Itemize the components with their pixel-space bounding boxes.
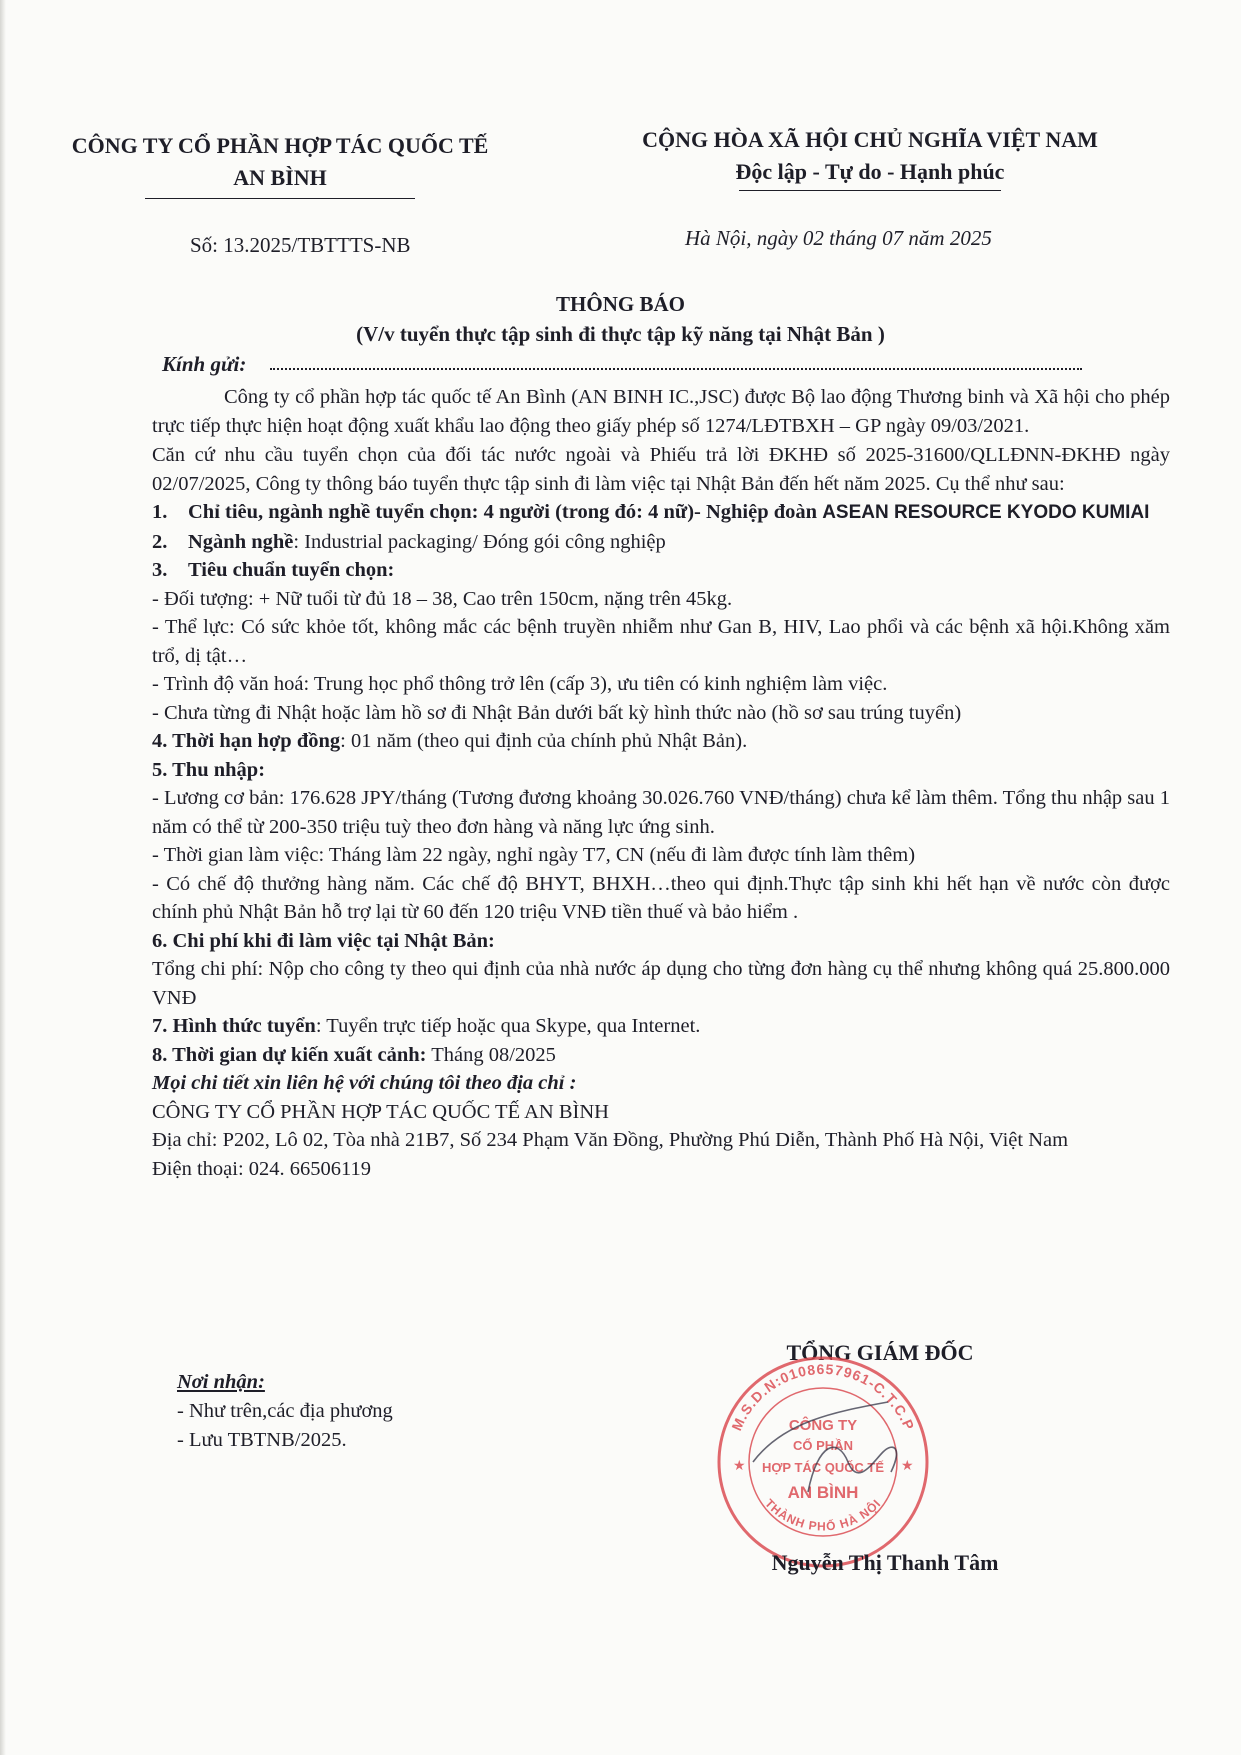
section-2: [152, 528, 1170, 557]
section-8-text: Tháng 08/2025: [426, 1043, 556, 1066]
motto-underline: [739, 190, 1001, 191]
criteria-item: - Trình độ văn hoá: Trung học phổ thông trở lên (cấp 3), ưu tiên có kinh nghiệm làm việc.: [152, 673, 888, 695]
seal-ring-text: M.S.D.N:0108657961-C.T.C.P: [728, 1360, 918, 1434]
section-3-number: 3.: [152, 559, 168, 581]
income-item: - Có chế độ thưởng hàng năm. Các chế độ BHYT, BHXH…theo qui định.Thực tập sinh khi hết hạn về nước còn được chính phủ Nhật Bản hỗ trợ lại từ 60 đến 120 triệu VNĐ tiền thuế và bảo hiểm .: [152, 872, 1170, 923]
section-8: [152, 1041, 1170, 1070]
contact-heading: Mọi chi tiết xin liên hệ với chúng tôi theo địa chỉ :: [152, 1072, 577, 1094]
section-4-label: 4. Thời hạn hợp đồng: [152, 730, 341, 752]
contact-address: Địa chỉ: P202, Lô 02, Tòa nhà 21B7, Số 234 Phạm Văn Đồng, Phường Phú Diễn, Thành Phố Hà Nội, Việt Nam: [152, 1129, 1069, 1151]
section-3-label: Tiêu chuẩn tuyển chọn:: [188, 559, 395, 581]
company-underline: [145, 198, 415, 199]
recipients-heading: Nơi nhận:: [177, 1371, 265, 1393]
section-7-label: 7. Hình thức tuyển: [152, 1015, 316, 1037]
section-3: [152, 556, 1170, 585]
signer-name: Nguyễn Thị Thanh Tâm: [771, 1550, 999, 1575]
section-5-label: 5. Thu nhập: [152, 758, 259, 781]
scan-edge: [0, 0, 6, 1755]
intro-paragraph-2: Căn cứ nhu cầu tuyển chọn của đối tác nước ngoài và Phiếu trả lời ĐKHĐ số 2025-31600/QLLĐNN-ĐKHĐ ngày 02/07/2025, Công ty thông báo tuyển thực tập sinh đi làm việc tại Nhật Bản đến hết năm 2025. Cụ thể như sau:: [152, 444, 1170, 495]
section-4-text: : 01 năm (theo qui định của chính phủ Nhật Bản).: [340, 730, 748, 752]
document-date: Hà Nội, ngày 02 tháng 07 năm 2025: [685, 226, 992, 250]
section-7: [152, 1012, 1170, 1041]
seal-center-line: CỔ PHẦN: [793, 1438, 853, 1453]
document-title: THÔNG BÁO: [556, 292, 685, 316]
section-2-number: 2.: [152, 530, 168, 553]
recipient-item: - Như trên,các địa phương: [177, 1400, 393, 1422]
national-header: [600, 124, 1140, 191]
criteria-item: - Đối tượng: + Nữ tuổi từ đủ 18 – 38, Cao trên 150cm, nặng trên 45kg.: [152, 587, 733, 610]
company-name-line1: CÔNG TY CỔ PHẦN HỢP TÁC QUỐC TẾ: [71, 133, 489, 158]
company-name-line2: AN BÌNH: [233, 165, 327, 190]
company-seal: [713, 1352, 933, 1572]
recipient-dotted-line: [270, 368, 1082, 370]
seal-star: ★: [901, 1457, 914, 1473]
national-motto: Độc lập - Tự do - Hạnh phúc: [735, 159, 1005, 184]
recipient-label: Kính gửi:: [162, 352, 247, 376]
document-number: Số: 13.2025/TBTTTS-NB: [190, 233, 411, 257]
section-1: [152, 498, 1170, 528]
criteria-item: - Chưa từng đi Nhật hoặc làm hồ sơ đi Nhật Bản dưới bất kỳ hình thức nào (hồ sơ sau trúng tuyển): [152, 701, 962, 724]
seal-center-line: AN BÌNH: [787, 1483, 859, 1502]
section-6-label: 6. Chi phí khi đi làm việc tại Nhật Bản:: [152, 929, 495, 952]
national-title: CỘNG HÒA XÃ HỘI CHỦ NGHĨA VIỆT NAM: [642, 127, 1098, 152]
section-8-label: 8. Thời gian dự kiến xuất cảnh:: [152, 1043, 427, 1066]
section-6-text: Tổng chi phí: Nộp cho công ty theo qui định của nhà nước áp dụng cho từng đơn hàng cụ thể nhưng không quá 25.800.000 VNĐ: [152, 958, 1170, 1009]
document-subtitle: (V/v tuyển thực tập sinh đi thực tập kỹ năng tại Nhật Bản ): [356, 322, 885, 346]
section-7-text: : Tuyển trực tiếp hoặc qua Skype, qua Internet.: [315, 1015, 701, 1037]
company-header: [70, 130, 490, 199]
contact-company: CÔNG TY CỔ PHẦN HỢP TÁC QUỐC TẾ AN BÌNH: [152, 1100, 609, 1123]
signer-title: TỔNG GIÁM ĐỐC: [786, 1340, 974, 1365]
intro-paragraph-1: Công ty cổ phần hợp tác quốc tế An Bình (AN BINH IC.,JSC) được Bộ lao động Thương binh và Xã hội cho phép trực tiếp thực hiện hoạt động xuất khẩu lao động theo giấy phép số 1274/LĐTBXH – GP ngày 09/03/2021.: [152, 386, 1170, 437]
recipients-block: [177, 1368, 393, 1455]
section-5-colon: :: [258, 758, 266, 781]
seal-center-line: HỢP TÁC QUỐC TẾ: [761, 1460, 885, 1475]
document-body: [152, 383, 1170, 1183]
recipient-item: - Lưu TBTNB/2025.: [177, 1429, 347, 1451]
section-4: [152, 727, 1170, 756]
section-2-text: : Industrial packaging/ Đóng gói công nghiệp: [293, 530, 666, 553]
income-item: - Thời gian làm việc: Tháng làm 22 ngày, nghỉ ngày T7, CN (nếu đi làm được tính làm thêm): [152, 844, 916, 866]
union-name: ASEAN RESOURCE KYODO KUMIAI: [822, 502, 1150, 523]
section-2-label: Ngành nghề: [188, 530, 294, 553]
seal-center-line: CÔNG TY: [788, 1417, 858, 1434]
section-1-number: 1.: [152, 501, 168, 523]
seal-star: ★: [733, 1457, 746, 1473]
income-item: - Lương cơ bản: 176.628 JPY/tháng (Tương đương khoảng 30.026.760 VNĐ/tháng) chưa kể làm thêm. Tổng thu nhập sau 1 năm có thể từ 200-350 triệu tuỳ theo đơn hàng và năng lực ứng sinh.: [152, 787, 1170, 838]
criteria-item: - Thể lực: Có sức khỏe tốt, không mắc các bệnh truyền nhiễm như Gan B, HIV, Lao phổi và các bệnh xã hội.Không xăm trổ, dị tật…: [152, 616, 1170, 667]
seal-bottom-text: THÀNH PHỐ HÀ NỘI: [762, 1496, 884, 1534]
section-5: [152, 756, 1170, 785]
contact-phone: Điện thoại: 024. 66506119: [152, 1157, 372, 1180]
section-1-label: Chỉ tiêu, ngành nghề tuyển chọn: 4 người (trong đó: 4 nữ)- Nghiệp đoàn: [188, 501, 823, 523]
